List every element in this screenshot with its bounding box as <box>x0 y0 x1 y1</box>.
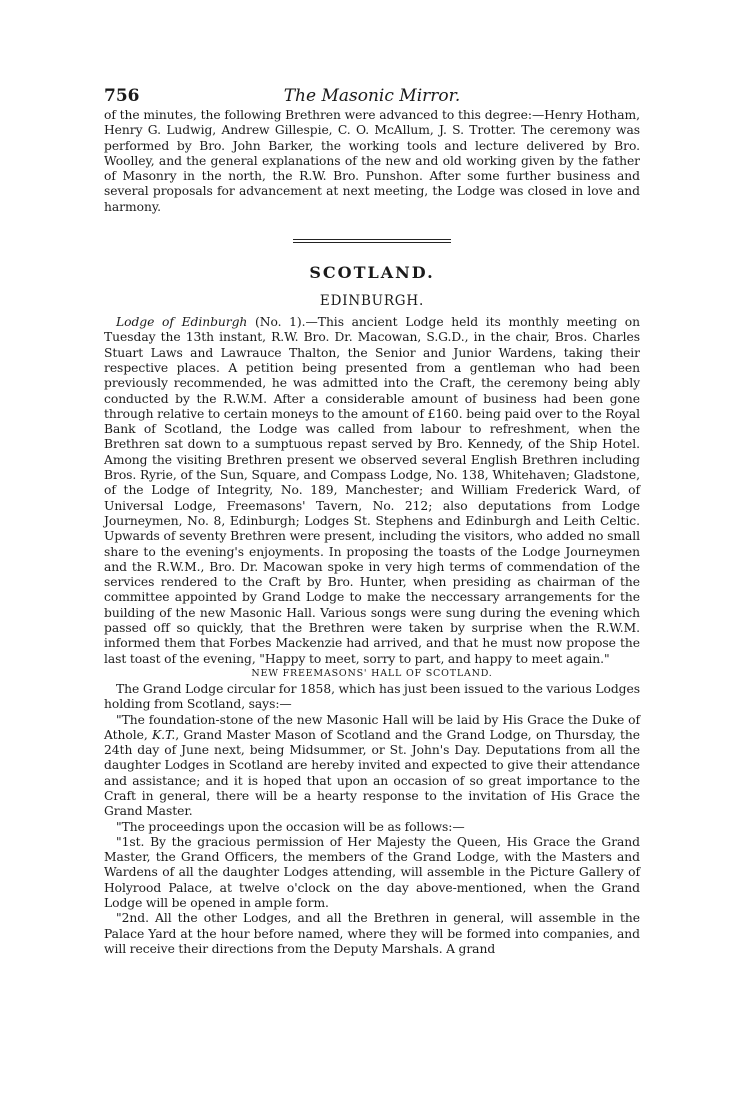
proceedings-paragraph: "The proceedings upon the occasion will be as follows:— <box>116 819 465 834</box>
page-number: 756 <box>104 86 140 106</box>
section-divider-thin <box>293 242 451 243</box>
second-item-paragraph: "2nd. All the other Lodges, and all the Brethren in general, will assemble in the Palace Yard at the hour before named, where they will be formed into companies, and will receive their directions from the Deputy Marshals. A grand <box>104 911 640 956</box>
lodge-name: Lodge of Edinburgh <box>116 315 248 330</box>
document-page <box>104 86 640 957</box>
section-divider <box>293 239 451 240</box>
section-title: SCOTLAND. <box>309 263 435 283</box>
running-title: The Masonic Mirror. <box>283 86 461 106</box>
lodge-report-paragraph <box>104 315 640 667</box>
lodge-report-text: (No. 1).—This ancient Lodge held its monthly meeting on Tuesday the 13th instant, R.W. Bro. Dr. Macowan, S.G.D., in the chair, Bros. Charles Stuart Laws and Lawrauce Thalton, the Senior and Junior Wardens, taking their respective places. A petition being presented from a gentleman who had been previously recommended, he was admitted into the Craft, the ceremony being ably conducted by the R.W.M. After a considerable amount of business had been gone through relative to certain moneys to the amount of £160. being paid over to the Royal Bank of Scotland, the Lodge was called from labour to refreshment, when the Brethren sat down to a sumptuous repast served by Bro. Kennedy, of the Ship Hotel. Among the visiting Brethren present we observed several English Brethren including Bros. Ryrie, of the Sun, Square, and Compass Lodge, No. 138, Whitehaven; Gladstone, of the Lodge of Integrity, No. 189, Manchester; and William Frederick Ward, of Universal Lodge, Freemasons' Tavern, No. 212; also deputations from Lodge Journeymen, No. 8, Edinburgh; Lodges St. Stephens and Edinburgh and Leith Celtic. Upwards of seventy Brethren were present, including the visitors, who added no small share to the evening's enjoyments. In proposing the toasts of the Lodge Journeymen and the R.W.M., Bro. Dr. Macowan spoke in very high terms of commendation of the services rendered to the Craft by Bro. Hunter, when presiding as chairman of the committee appointed by Grand Lodge to make the neccessary arrangements for the building of the new Masonic Hall. Various songs were sung during the evening which passed off so quickly, that the Brethren were taken by surprise when the R.W.M. informed them that Forbes Mackenzie had arrived, and that he must now propose the last toast of the evening, "Happy to meet, sorry to part, and happy to meet again." <box>104 315 640 666</box>
announcement-rest: , Grand Master Mason of Scotland and the Grand Lodge, on Thursday, the 24th day of June next, being Midsummer, or St. John's Day. Deputations from all the daughter Lodges in Scotland are hereby invited and expected to give their attendance and assistance; and it is hoped that upon an occasion of so great importance to the Craft in general, there will be a hearty response to the invitation of His Grace the Grand Master. <box>104 727 640 819</box>
running-head <box>104 86 640 108</box>
continued-paragraph: of the minutes, the following Brethren were advanced to this degree:—Henry Hotham, Henry G. Ludwig, Andrew Gillespie, C. O. McAllum, J. S. Trotter. The ceremony was performed by Bro. John Barker, the working tools and lecture delivered by Bro. Woolley, and the general explanations of the new and old working given by the father of Masonry in the north, the R.W. Bro. Punshon. After some further business and several proposals for advancement at next meeting, the Lodge was closed in love and harmony. <box>104 108 640 214</box>
announcement-kt: K.T. <box>152 727 176 742</box>
section-subheading: EDINBURGH. <box>319 293 425 310</box>
hall-announcement-paragraph <box>104 713 640 820</box>
first-item-paragraph: "1st. By the gracious permission of Her Majesty the Queen, His Grace the Grand Master, the Grand Officers, the members of the Grand Lodge, with the Masters and Wardens of all the daughter Lodges attending, will assemble in the Picture Gallery of Holyrood Palace, at twelve o'clock on the day above-mentioned, when the Grand Lodge will be opened in ample form. <box>104 834 640 911</box>
announcement-start: "The foundation-stone of the new Masonic Hall will be laid by His Grace the Duke of Athole, <box>104 712 640 742</box>
hall-section-heading: NEW FREEMASONS' HALL OF SCOTLAND. <box>251 667 493 679</box>
hall-intro-paragraph: The Grand Lodge circular for 1858, which has just been issued to the various Lodges holding from Scotland, says:— <box>104 681 640 712</box>
